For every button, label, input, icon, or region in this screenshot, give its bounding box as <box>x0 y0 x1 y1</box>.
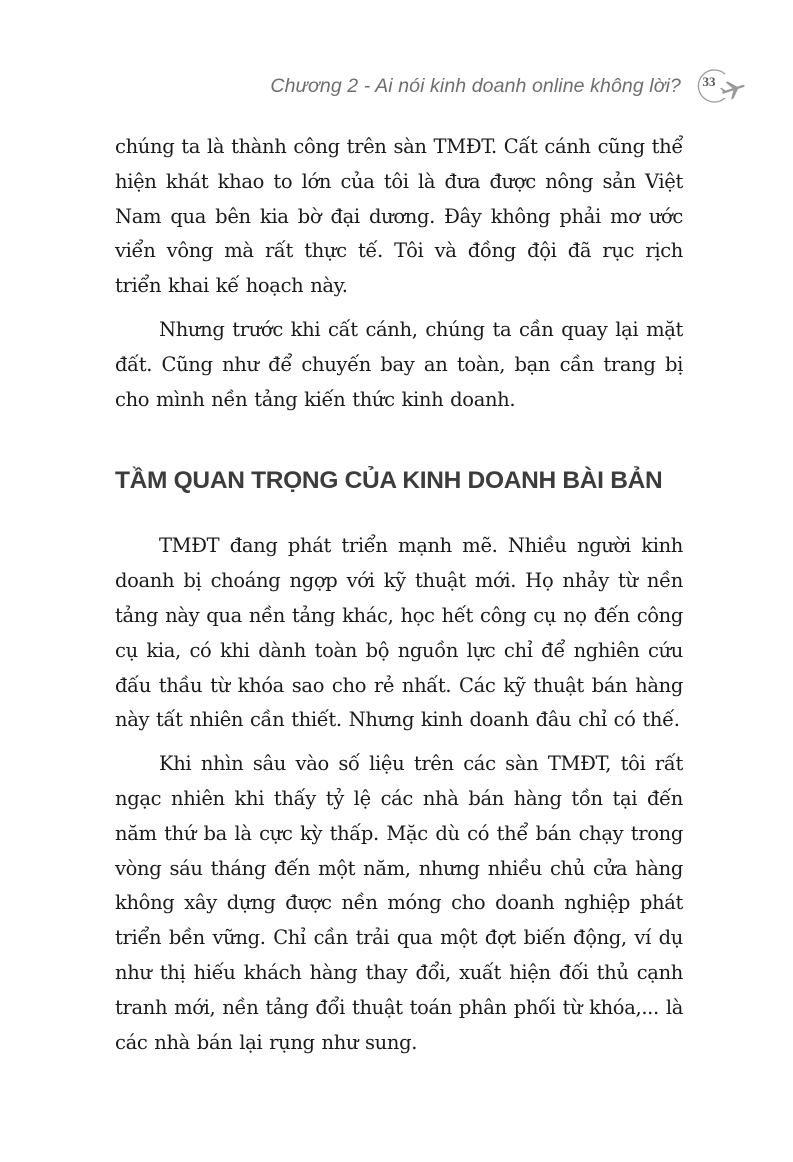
running-title: Chương 2 - Ai nói kinh doanh online không lời? <box>270 74 681 97</box>
body-paragraph: Khi nhìn sâu vào số liệu trên các sàn TMĐT, tôi rất ngạc nhiên khi thấy tỷ lệ các nhà bán hàng tồn tại đến năm thứ ba là cực kỳ thấp. Mặc dù có thể bán chạy trong vòng sáu tháng đến một năm, nhưng nhiều chủ cửa hàng không xây dựng được nền móng cho doanh nghiệp phát triển bền vững. Chỉ cần trải qua một đợt biến động, ví dụ như thị hiếu khách hàng thay đổi, xuất hiện đối thủ cạnh tranh mới, nền tảng đổi thuật toán phân phối từ khóa,... là các nhà bán lại rụng như sung. <box>115 752 683 1054</box>
body-paragraph: chúng ta là thành công trên sàn TMĐT. Cất cánh cũng thể hiện khát khao to lớn của tôi là đưa được nông sản Việt Nam qua bên kia bờ đại dương. Đây không phải mơ ước viển vông mà rất thực tế. Tôi và đồng đội đã rục rịch triển khai kế hoạch này. <box>115 135 683 298</box>
page-body <box>115 130 683 1060</box>
body-paragraph: Nhưng trước khi cất cánh, chúng ta cần quay lại mặt đất. Cũng như để chuyến bay an toàn, bạn cần trang bị cho mình nền tảng kiến thức kinh doanh. <box>115 317 683 411</box>
body-paragraph: TMĐT đang phát triển mạnh mẽ. Nhiều người kinh doanh bị choáng ngợp với kỹ thuật mới. Họ nhảy từ nền tảng này qua nền tảng khác, học hết công cụ nọ đến công cụ kia, có khi dành toàn bộ nguồn lực chỉ để nghiên cứu đấu thầu từ khóa sao cho rẻ nhất. Các kỹ thuật bán hàng này tất nhiên cần thiết. Nhưng kinh doanh đâu chỉ có thế. <box>115 534 683 732</box>
page-number-badge <box>691 64 747 108</box>
page-header <box>270 62 747 110</box>
page-number: 33 <box>702 74 716 89</box>
section-heading: TẦM QUAN TRỌNG CỦA KINH DOANH BÀI BẢN <box>115 467 663 495</box>
